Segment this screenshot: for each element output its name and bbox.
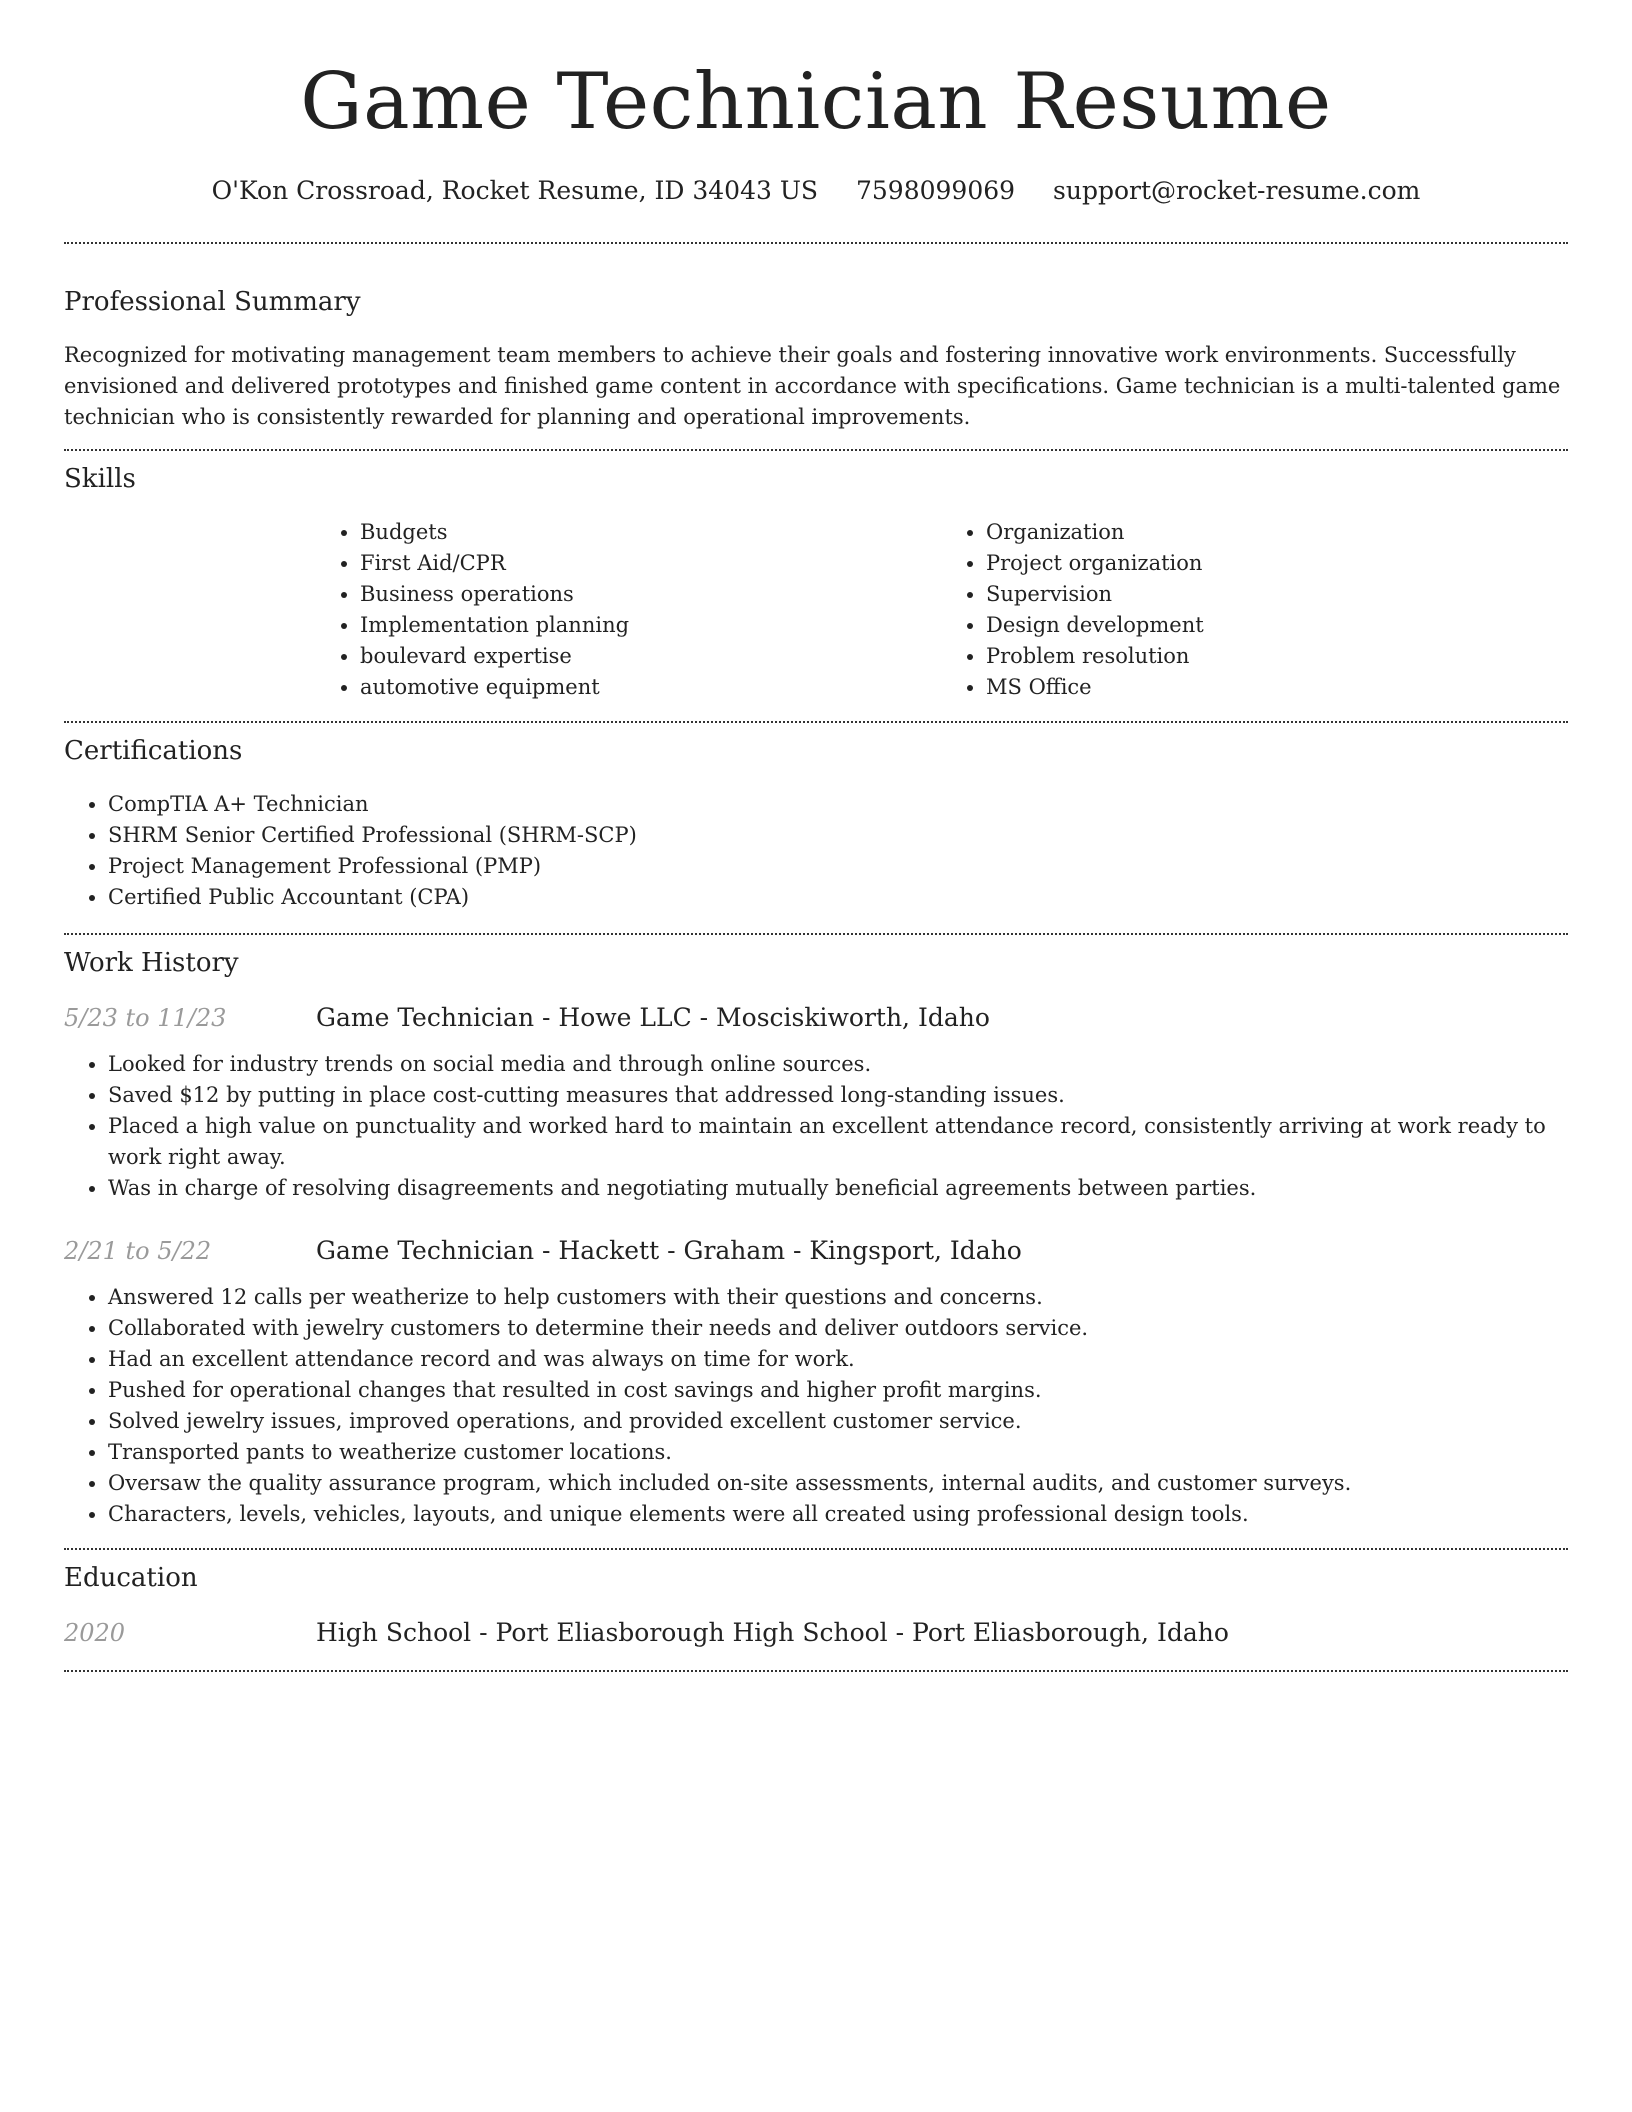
skill-item: • Implementation planning <box>360 610 942 641</box>
skill-item: • Supervision <box>986 579 1568 610</box>
job-dates: 5/23 to 11/23 <box>64 1004 227 1032</box>
contact-email: support@rocket-resume.com <box>1053 176 1421 205</box>
job-entry <box>64 1234 1568 1530</box>
skill-item: • First Aid/CPR <box>360 548 942 579</box>
job-bullet: • Saved $12 by putting in place cost-cutting measures that addressed long-standing issues. <box>108 1080 1568 1111</box>
job-bullets <box>64 1282 1568 1530</box>
work-history-heading: Work History <box>64 948 239 978</box>
contact-line <box>64 174 1568 208</box>
resume-title: Game Technician Resume <box>300 57 1332 147</box>
divider <box>64 933 1568 935</box>
certification-item: • CompTIA A+ Technician <box>108 789 1568 820</box>
job-bullet: • Solved jewelry issues, improved operations, and provided excellent customer service. <box>108 1406 1568 1437</box>
job-header <box>64 1234 1568 1268</box>
contact-phone: 7598099069 <box>856 176 1016 205</box>
job-bullet: • Answered 12 calls per weatherize to help customers with their questions and concerns. <box>108 1282 1568 1313</box>
job-bullet: • Placed a high value on punctuality and worked hard to maintain an excellent attendance record, consistently arriving at work ready to work right away. <box>108 1111 1568 1173</box>
skill-item: • MS Office <box>986 672 1568 703</box>
job-bullet: • Characters, levels, vehicles, layouts, and unique elements were all created using professional design tools. <box>108 1499 1568 1530</box>
certification-item: • Certified Public Accountant (CPA) <box>108 882 1568 913</box>
certifications-section <box>64 733 1568 913</box>
job-bullet: • Transported pants to weatherize customer locations. <box>108 1437 1568 1468</box>
job-header <box>64 1001 1568 1035</box>
divider <box>64 1548 1568 1550</box>
job-dates: 2/21 to 5/22 <box>64 1237 212 1265</box>
job-bullet: • Had an excellent attendance record and was always on time for work. <box>108 1344 1568 1375</box>
job-title: Game Technician - Howe LLC - Mosciskiworth, Idaho <box>316 1003 990 1032</box>
certification-item: • SHRM Senior Certified Professional (SHRM-SCP) <box>108 820 1568 851</box>
job-bullets <box>64 1049 1568 1204</box>
job-bullet: • Looked for industry trends on social media and through online sources. <box>108 1049 1568 1080</box>
job-bullet: • Pushed for operational changes that resulted in cost savings and higher profit margins. <box>108 1375 1568 1406</box>
job-entry <box>64 1001 1568 1204</box>
job-bullet: • Collaborated with jewelry customers to determine their needs and deliver outdoors service. <box>108 1313 1568 1344</box>
contact-address: O'Kon Crossroad, Rocket Resume, ID 34043 US <box>211 176 819 205</box>
skills-column-left <box>316 517 942 703</box>
summary-text: Recognized for motivating management team members to achieve their goals and fostering innovative work environments. Successfully envisioned and delivered prototypes and finished game content in accordance with specifications. Game technician is a multi-talented game technician who is consistently rewarded for planning and operational improvements. <box>64 343 1561 429</box>
certifications-list <box>64 789 1568 913</box>
skills-heading: Skills <box>64 464 136 494</box>
skills-column-right <box>942 517 1568 703</box>
education-entry <box>64 1616 1568 1650</box>
summary-section <box>64 284 1568 433</box>
skill-item: • Budgets <box>360 517 942 548</box>
skill-item: • boulevard expertise <box>360 641 942 672</box>
certifications-heading: Certifications <box>64 736 243 766</box>
skills-section <box>64 461 1568 703</box>
skill-item: • automotive equipment <box>360 672 942 703</box>
job-title: Game Technician - Hackett - Graham - Kingsport, Idaho <box>316 1236 1022 1265</box>
education-year: 2020 <box>64 1619 126 1647</box>
education-school: High School - Port Eliasborough High School - Port Eliasborough, Idaho <box>316 1618 1229 1647</box>
education-heading: Education <box>64 1563 198 1593</box>
divider <box>64 1670 1568 1672</box>
certification-item: • Project Management Professional (PMP) <box>108 851 1568 882</box>
skill-item: • Design development <box>986 610 1568 641</box>
divider <box>64 449 1568 451</box>
skill-item: • Business operations <box>360 579 942 610</box>
job-bullet: • Was in charge of resolving disagreements and negotiating mutually beneficial agreements between parties. <box>108 1173 1568 1204</box>
job-bullet: • Oversaw the quality assurance program, which included on-site assessments, internal audits, and customer surveys. <box>108 1468 1568 1499</box>
skill-item: • Problem resolution <box>986 641 1568 672</box>
divider <box>64 242 1568 244</box>
work-history-section <box>64 945 1568 1530</box>
skill-item: • Project organization <box>986 548 1568 579</box>
skills-list <box>316 517 1568 703</box>
summary-heading: Professional Summary <box>64 287 361 317</box>
education-section <box>64 1560 1568 1650</box>
skill-item: • Organization <box>986 517 1568 548</box>
divider <box>64 721 1568 723</box>
